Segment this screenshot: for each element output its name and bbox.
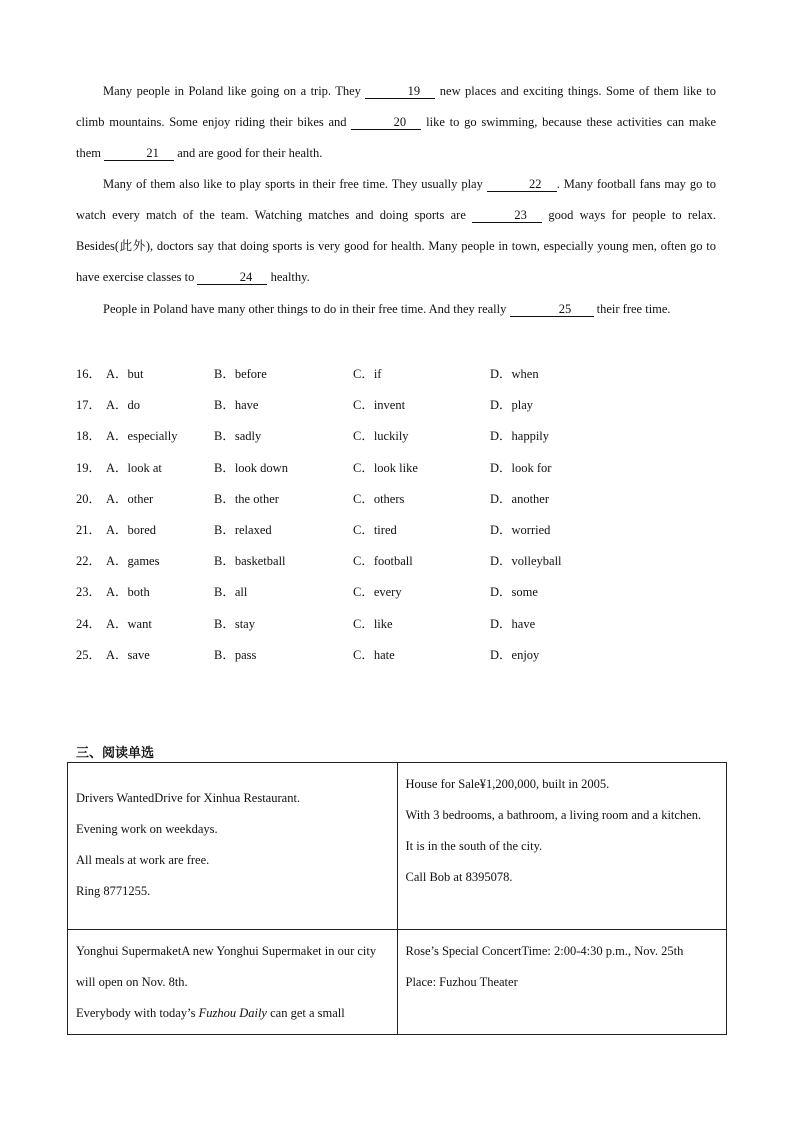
ad-line: Ring 8771255.	[76, 884, 151, 898]
option-b: B．all	[214, 585, 248, 599]
ad-line: House for Sale¥1,200,000, built in 2005.	[405, 777, 610, 791]
option-b: B．have	[214, 398, 259, 412]
option-b: B．before	[214, 367, 267, 381]
passage-paragraph-1	[76, 76, 716, 169]
blank-22: 22	[487, 177, 557, 192]
blank-19: 19	[365, 84, 435, 99]
question-number: 25．	[76, 648, 102, 662]
option-b: B．pass	[214, 648, 257, 662]
option-a: A．other	[106, 492, 154, 506]
blank-25: 25	[510, 302, 594, 317]
option-d: D．play	[490, 398, 534, 412]
blank-20: 20	[351, 115, 421, 130]
ad-house-for-sale	[397, 763, 727, 930]
paragraph-1-text: Many people in Poland like going on a trip. They 19 new places and exciting things. Some of them like to climb mountains. Some enjoy riding their bikes and 20 like to go swimming, because these activities can make them 21 and are good for their health.	[76, 84, 717, 160]
option-a: A．especially	[106, 429, 178, 443]
option-a: A．do	[106, 398, 141, 412]
ad-line: Place: Fuzhou Theater	[405, 975, 518, 989]
ad-line: It is in the south of the city.	[405, 839, 543, 853]
passage-paragraph-2	[76, 169, 716, 293]
option-a: A．both	[106, 585, 150, 599]
ad-line: With 3 bedrooms, a bathroom, a living room and a kitchen.	[405, 808, 702, 822]
paragraph-3-text: People in Poland have many other things to do in their free time. And they really 25 their free time.	[103, 302, 671, 316]
question-number: 21．	[76, 523, 102, 537]
option-c: C．luckily	[353, 429, 409, 443]
option-d: D．volleyball	[490, 554, 562, 568]
option-c: C．football	[353, 554, 413, 568]
option-c: C．hate	[353, 648, 395, 662]
question-row-20	[76, 489, 716, 520]
newspaper-name: Fuzhou Daily	[198, 1006, 267, 1020]
option-d: D．some	[490, 585, 538, 599]
ads-table	[67, 762, 727, 1035]
ad-line: Evening work on weekdays.	[76, 822, 218, 836]
ad-line: Rose’s Special ConcertTime: 2:00-4:30 p.m., Nov. 25th	[405, 944, 684, 958]
ad-line: All meals at work are free.	[76, 853, 210, 867]
paragraph-2-text: Many of them also like to play sports in their free time. They usually play 22 . Many football fans may go to watch every match of the team. Watching matches and doing sports are 23 good ways for people to relax. Besides(此外), doctors say that doing sports is very good for health. Many people in town, especially young men, often go to have exercise classes to 24 healthy.	[76, 177, 716, 284]
option-d: D．enjoy	[490, 648, 540, 662]
question-row-24	[76, 614, 716, 645]
ad-line: Everybody with today’s Fuzhou Daily can get a small	[76, 1006, 345, 1020]
question-row-22	[76, 551, 716, 582]
option-c: C．others	[353, 492, 405, 506]
option-a: A．want	[106, 617, 152, 631]
ad-line: Drivers WantedDrive for Xinhua Restaurant.	[76, 791, 301, 805]
question-number: 20．	[76, 492, 102, 506]
option-b: B．look down	[214, 461, 288, 475]
option-a: A．games	[106, 554, 160, 568]
question-number: 22．	[76, 554, 102, 568]
option-a: A．save	[106, 648, 150, 662]
blank-23: 23	[472, 208, 542, 223]
option-d: D．have	[490, 617, 536, 631]
option-d: D．worried	[490, 523, 551, 537]
blank-24: 24	[197, 270, 267, 285]
option-b: B．basketball	[214, 554, 286, 568]
option-a: A．but	[106, 367, 144, 381]
ad-line: Yonghui SupermaketA new Yonghui Supermaket in our city will open on Nov. 8th.	[76, 944, 377, 989]
option-c: C．tired	[353, 523, 397, 537]
question-number: 16．	[76, 367, 102, 381]
option-d: D．happily	[490, 429, 550, 443]
option-d: D．another	[490, 492, 550, 506]
option-c: C．if	[353, 367, 382, 381]
option-b: B．the other	[214, 492, 279, 506]
option-a: A．bored	[106, 523, 156, 537]
question-row-21	[76, 520, 716, 551]
question-row-23	[76, 582, 716, 613]
section-title: 三、阅读单选	[76, 746, 155, 761]
question-number: 19．	[76, 461, 102, 475]
ad-line: Call Bob at 8395078.	[405, 870, 513, 884]
question-number: 18．	[76, 429, 102, 443]
option-c: C．look like	[353, 461, 418, 475]
option-d: D．when	[490, 367, 539, 381]
question-row-19	[76, 458, 716, 489]
question-row-16	[76, 364, 716, 395]
question-row-18	[76, 426, 716, 457]
question-row-25	[76, 645, 716, 676]
question-number: 23．	[76, 585, 102, 599]
option-a: A．look at	[106, 461, 162, 475]
option-d: D．look for	[490, 461, 552, 475]
ad-yonghui-supermarket	[68, 930, 398, 1035]
ad-drivers-wanted	[68, 763, 398, 930]
option-c: C．like	[353, 617, 393, 631]
question-row-17	[76, 395, 716, 426]
passage-paragraph-3	[76, 294, 716, 325]
question-number: 17．	[76, 398, 102, 412]
option-b: B．relaxed	[214, 523, 272, 537]
option-c: C．every	[353, 585, 402, 599]
option-b: B．sadly	[214, 429, 262, 443]
ad-concert	[397, 930, 727, 1035]
option-c: C．invent	[353, 398, 406, 412]
question-number: 24．	[76, 617, 102, 631]
option-b: B．stay	[214, 617, 255, 631]
blank-21: 21	[104, 146, 174, 161]
